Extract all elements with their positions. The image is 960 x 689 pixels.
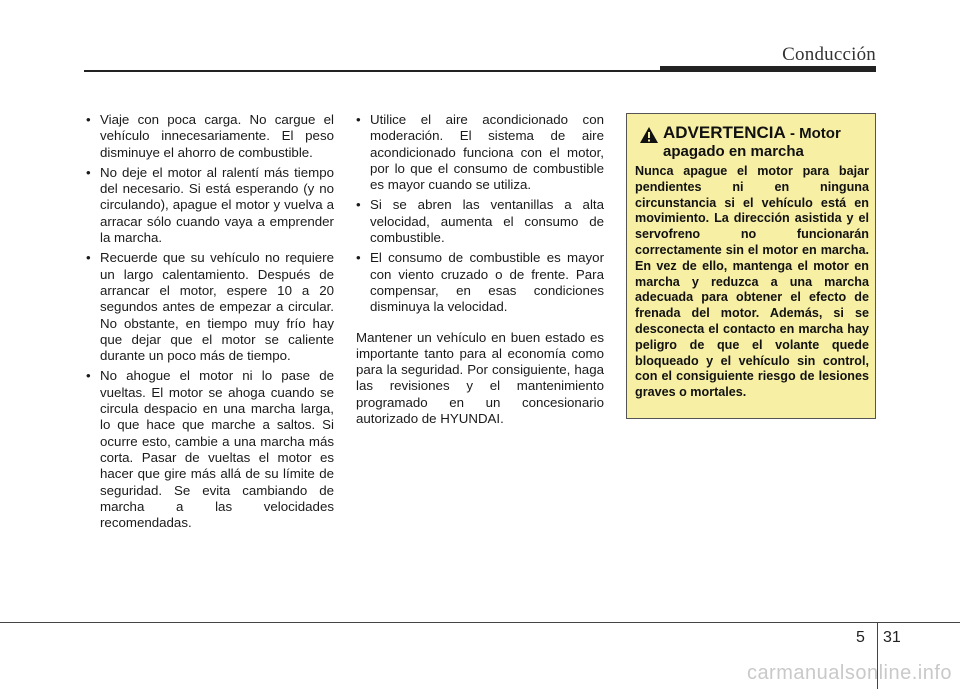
list-item: • Utilice el aire acondicionado con moderación. El sistema de aire acondicionado funciona con el motor, por lo que el consumo de combustible es mayor cuando se utiliza. bbox=[356, 112, 604, 193]
text-column-middle bbox=[356, 112, 604, 441]
watermark: carmanualsonline.info bbox=[746, 662, 952, 684]
bullet-list-middle bbox=[356, 112, 604, 316]
warning-topic-line2: apagado en marcha bbox=[663, 143, 804, 160]
list-item: • No deje el motor al ralentí más tiempo del necesario. Si está esperando (y no circulando), apague el motor y vuelva a arracar sólo cuando vaya a emprender la marcha. bbox=[86, 165, 334, 246]
warning-title bbox=[663, 124, 873, 161]
bullet-list-left bbox=[86, 112, 334, 531]
maintenance-paragraph: Mantener un vehículo en buen estado es importante tanto para al economía como para la seguridad. Por consiguiente, haga las revisiones y el mantenimiento programado en un concesionario autorizado de HYUNDAI. bbox=[356, 329, 604, 427]
header-rule-thick bbox=[660, 66, 876, 72]
section-title: Conducción bbox=[782, 44, 876, 65]
footer-rule bbox=[0, 622, 960, 623]
page-number: 31 bbox=[883, 629, 901, 646]
list-item: • Viaje con poca carga. No cargue el vehículo innecesariamente. El peso disminuye el ahorro de combustible. bbox=[86, 112, 334, 161]
warning-label: ADVERTENCIA bbox=[663, 123, 786, 142]
warning-box bbox=[626, 113, 876, 419]
header-rule-thin bbox=[84, 70, 662, 72]
text-column-left bbox=[86, 112, 334, 535]
list-item: • No ahogue el motor ni lo pase de vueltas. El motor se ahoga cuando se circula despacio en una marcha larga, lo que hace que marche a saltos. Si ocurre esto, cambie a una marcha más corta. Pasar de vueltas el motor es hacer que gire más allá de su límite de seguridad. Se evita cambiando de marcha a las velocidades recomendadas. bbox=[86, 368, 334, 531]
chapter-number: 5 bbox=[856, 629, 865, 646]
warning-triangle-icon bbox=[639, 126, 659, 144]
warning-body: Nunca apague el motor para bajar pendientes ni en ninguna circunstancia si el vehículo está en movimiento. La dirección asistida y el servofreno no funcionarán correctamente sin el motor en marcha. En vez de ello, mantenga el motor en marcha y reduzca a una marcha adecuada para obtener el efecto de frenada del motor. Además, si se desconecta el contacto en marcha hay peligro de que el volante quede bloqueado y el vehículo sin control, con el consiguiente riesgo de lesiones graves o mortales. bbox=[635, 164, 869, 400]
list-item: • Recuerde que su vehículo no requiere un largo calentamiento. Después de arrancar el motor, espere 10 a 20 segundos antes de empezar a circular. No obstante, en tiempo muy frío hay que dejar que el motor se caliente durante un poco más de tiempo. bbox=[86, 250, 334, 364]
warning-topic-line1: Motor bbox=[799, 125, 841, 142]
list-item: • Si se abren las ventanillas a alta velocidad, aumenta el consumo de combustible. bbox=[356, 197, 604, 246]
list-item: • El consumo de combustible es mayor con viento cruzado o de frente. Para compensar, en esas condiciones disminuya la velocidad. bbox=[356, 250, 604, 315]
warning-separator: - bbox=[785, 125, 800, 142]
